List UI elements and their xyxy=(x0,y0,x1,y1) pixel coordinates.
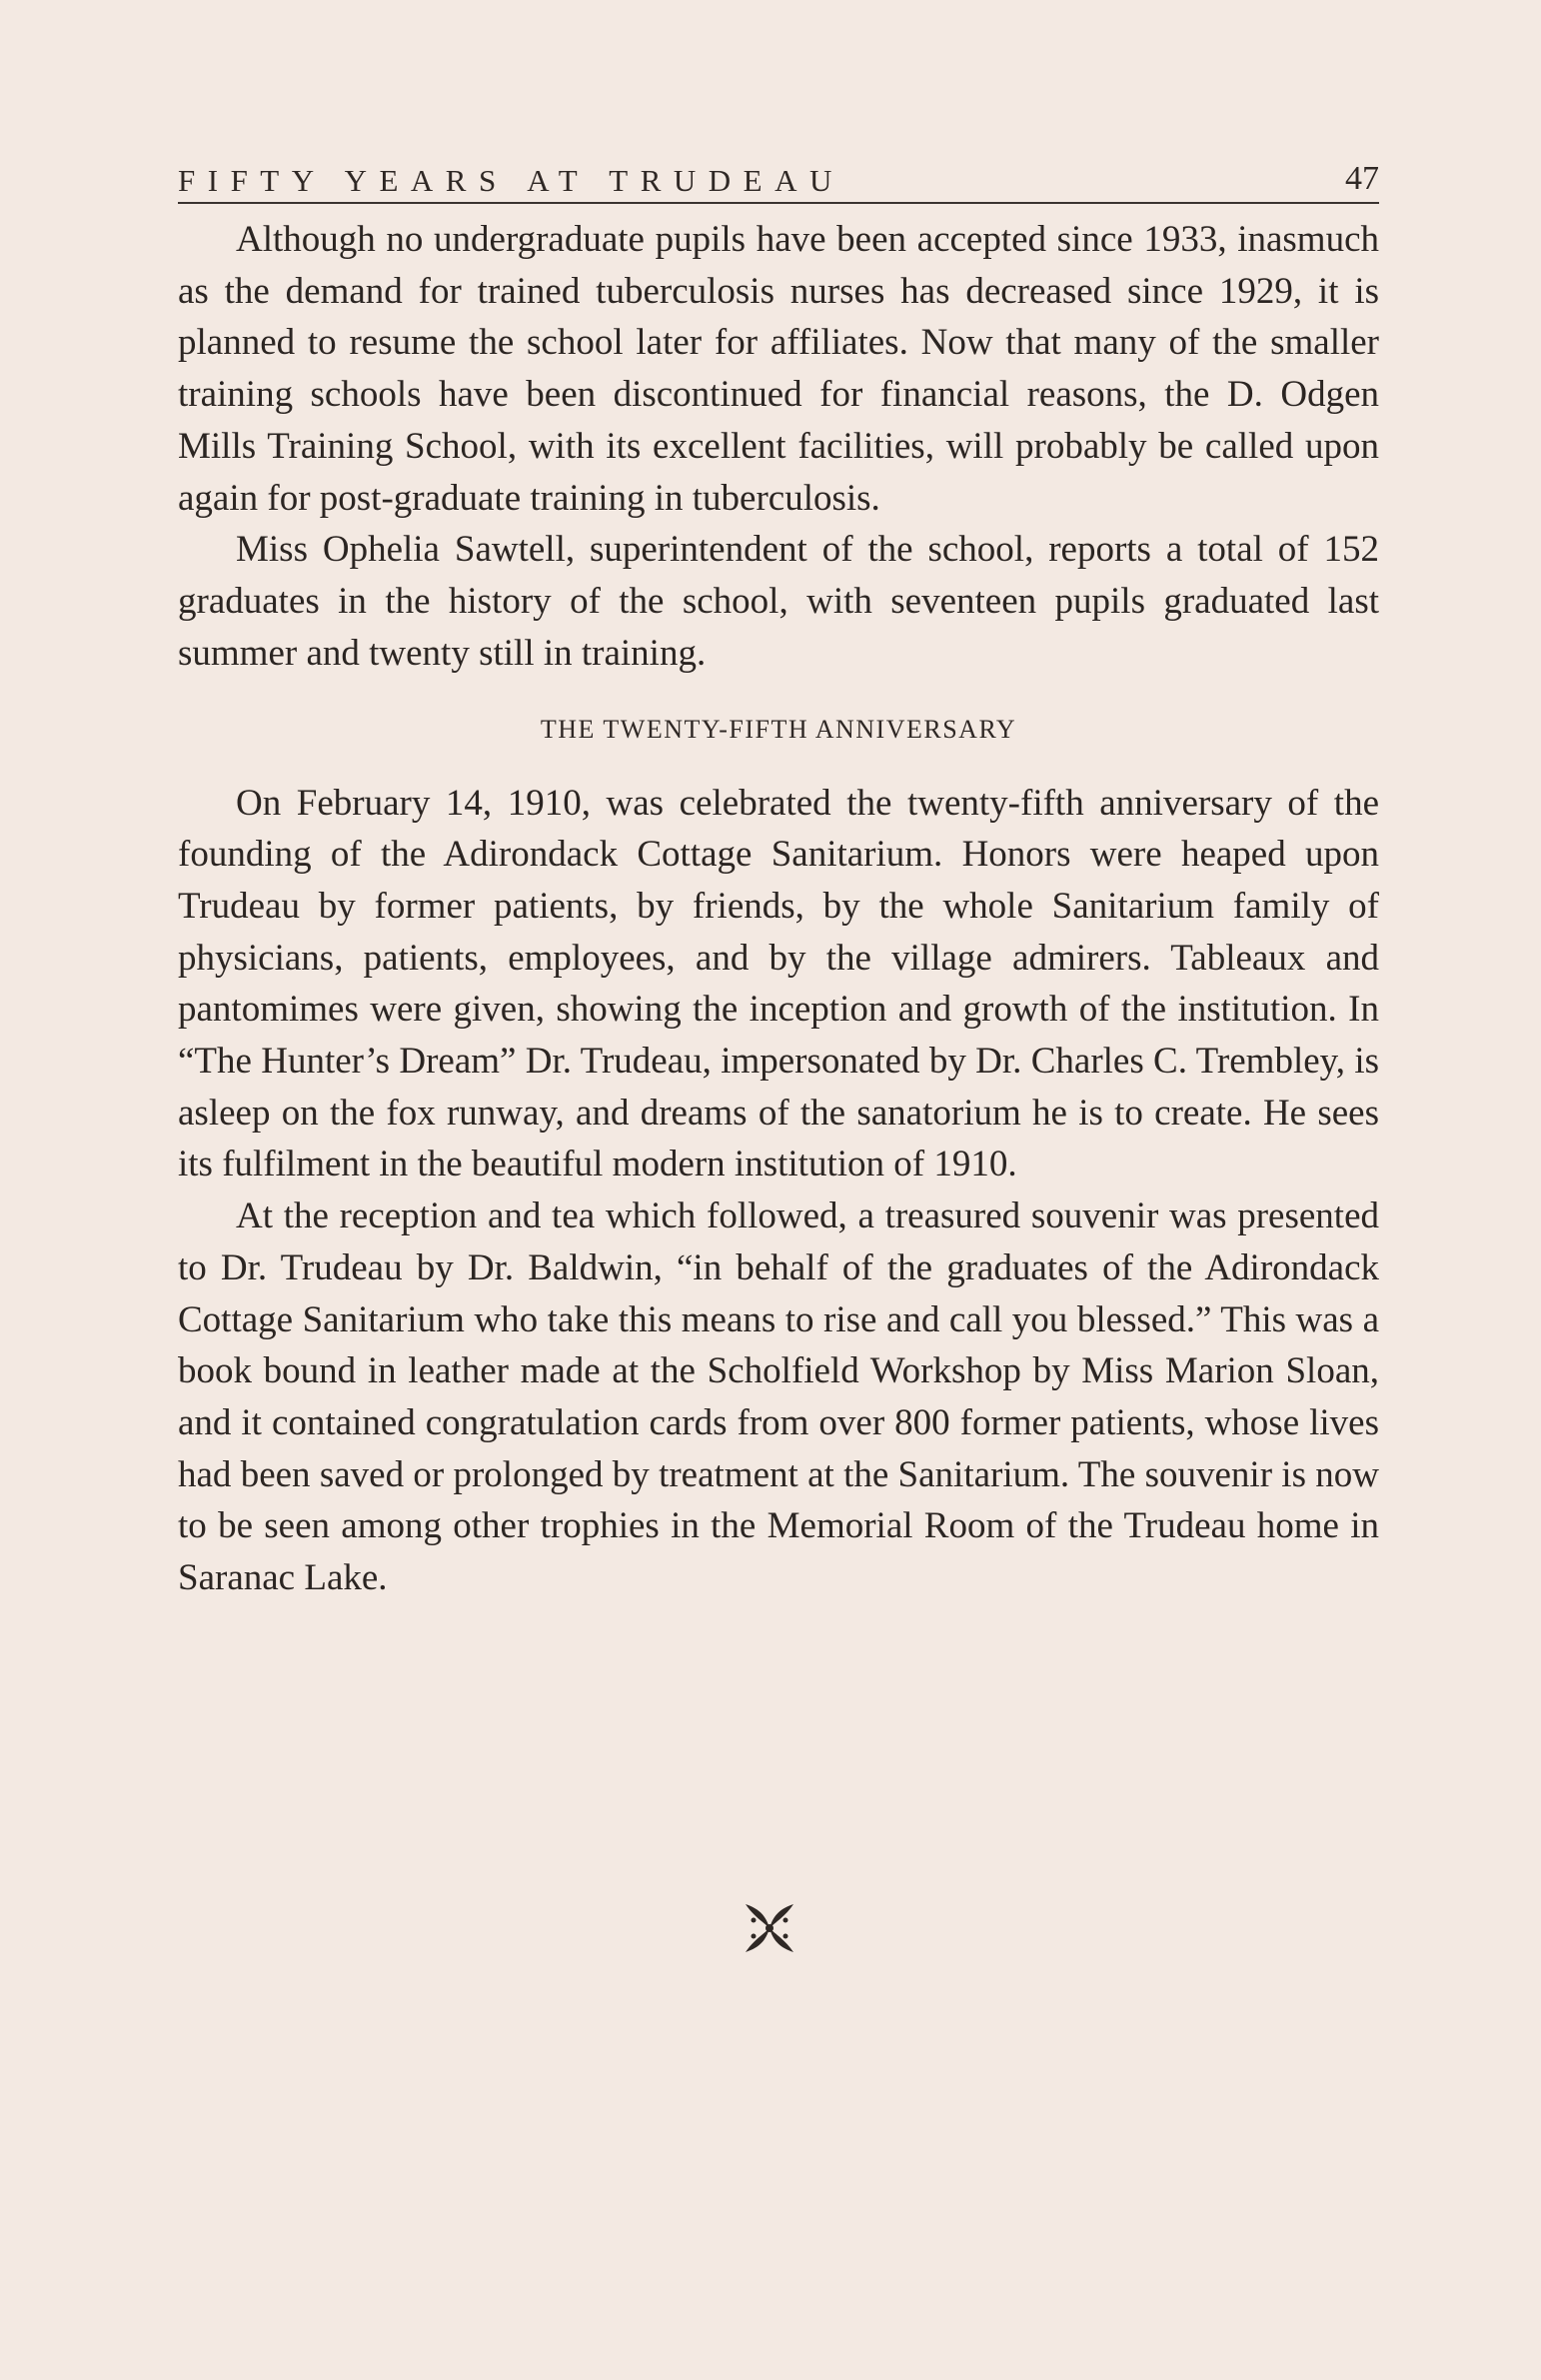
paragraph-graduates: Miss Ophelia Sawtell, superintendent of the school, reports a total of 152 graduates in the history of the school, with seventeen pupils graduated last summer and twenty still in training. xyxy=(178,529,1379,674)
body-text xyxy=(178,214,1379,1604)
book-page xyxy=(178,158,1379,1604)
paragraph-souvenir: At the reception and tea which followed, a treasured souvenir was presented to Dr. Trudeau by Dr. Baldwin, “in behalf of the graduates of the Adirondack Cottage Sanitarium who take this means to rise and call you blessed.” This was a book bound in leather made at the Scholfield Workshop by Miss Marion Sloan, and it contained congratulation cards from over 800 former patients, whose lives had been saved or prolonged by treatment at the Sanitarium. The souvenir is now to be seen among other trophies in the Memorial Room of the Trudeau home in Saranac Lake. xyxy=(178,1195,1379,1599)
running-head xyxy=(178,158,1379,204)
paragraph-anniversary: On February 14, 1910, was celebrated the twenty-fifth anniversary of the founding of the Adirondack Cottage Sanitarium. Honors were heaped upon Trudeau by former patients, by friends, by the whole Sanitarium family of physicians, patients, employees, and by the village admirers. Tableaux and pantomimes were given, showing the inception and growth of the institution. In “The Hunter’s Dream” Dr. Trudeau, impersonated by Dr. Charles C. Trembley, is asleep on the fox runway, and dreams of the sanatorium he is to create. He sees its fulfilment in the beautiful modern institution of 1910. xyxy=(178,782,1379,1186)
running-title: FIFTY YEARS AT TRUDEAU xyxy=(178,163,844,198)
page-number: 47 xyxy=(1345,160,1379,197)
section-heading: THE TWENTY-FIFTH ANNIVERSARY xyxy=(540,715,1017,745)
fleuron-ornament-icon xyxy=(742,1900,797,1956)
paragraph-nursing-school: Although no undergraduate pupils have been accepted since 1933, inasmuch as the demand for trained tuberculosis nurses has decreased since 1929, it is planned to resume the school later for affiliates. Now that many of the smaller training schools have been discontinued for financial reasons, the D. Odgen Mills Training School, with its excellent facilities, will probably be called upon again for post-graduate training in tuberculosis. xyxy=(178,219,1379,519)
